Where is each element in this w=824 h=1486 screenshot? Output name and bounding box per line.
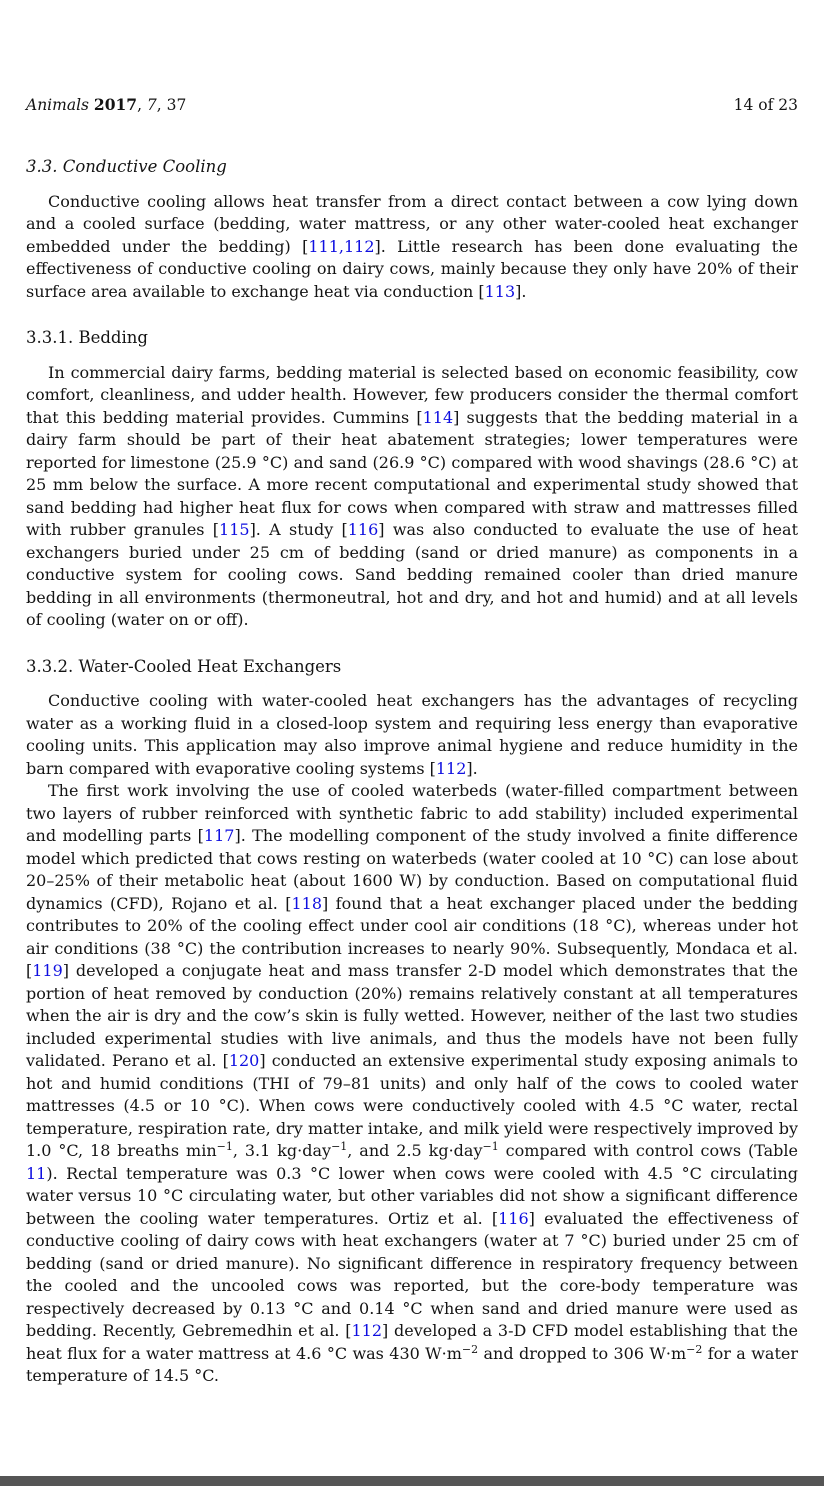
body-paragraph: In commercial dairy farms, bedding material is selected based on economic feasibility, cow comfort, cleanliness, and udder health. However, few producers consider the thermal comfort that this bedding material provides. Cummins [114] suggests that the bedding material in a dairy farm should be part of their heat abatement strategies; lower temperatures were reported for limestone (25.9 °C) and sand (26.9 °C) compared with wood shavings (28.6 °C) at 25 mm below the surface. A more recent computational and experimental study showed that sand bedding had higher heat flux for cows when compared with straw and mattresses filled with rubber granules [115]. A study [116] was also conducted to evaluate the use of heat exchangers buried under 25 cm of bedding (sand or dried manure) as components in a conductive system for cooling cows. Sand bedding remained cooler than dried manure bedding in all environments (thermoneutral, hot and dry, and hot and humid) and at all levels of cooling (water on or off). [26, 362, 799, 629]
superscript: −2 [686, 1342, 703, 1356]
superscript: −1 [216, 1140, 233, 1153]
citation-link[interactable]: 111,112 [308, 236, 375, 256]
citation-link[interactable]: 119 [32, 961, 63, 980]
body-paragraph: Conductive cooling with water-cooled heat exchangers has the advantages of recycling water as a working fluid in a closed-loop system and requiring less energy than evaporative cooling units. This application may also improve animal hygiene and reduce humidity in the barn compared with evaporative cooling systems [112]. [26, 691, 798, 778]
superscript: −1 [331, 1140, 348, 1153]
citation-link[interactable]: 117 [203, 826, 235, 845]
citation-link[interactable]: 115 [219, 520, 250, 539]
body-paragraph: Conductive cooling allows heat transfer from a direct contact between a cow lying down and a cooled surface (bedding, water mattress, or any other water-cooled heat exchanger embedded under the bedding) [111,112]. Little research has been done evaluating the effectiveness of conductive cooling on dairy cows, mainly because they only have 20% of their surface area available to exchange heat via conduction [113]. [26, 191, 799, 301]
footer-bar [0, 1476, 824, 1486]
body-paragraph: The first work involving the use of cooled waterbeds (water-filled compartment between two layers of rubber reinforced with synthetic fabric to add stability) included experimental and modelling parts [117]. The modelling component of the study involved a finite difference model which predicted that cows resting on waterbeds (water cooled at 10 °C) can lose about 20–25% of their metabolic heat (about 1600 W) by conduction. Based on computational fluid dynamics (CFD), Rojano et al. [118] found that a heat exchanger placed under the bedding contributes to 20% of the cooling effect under cool air conditions (18 °C), whereas under hot air conditions (38 °C) the contribution increases to nearly 90%. Subsequently, Mondaca et al. [119] developed a conjugate heat and mass transfer 2-D model which demonstrates that the portion of heat removed by conduction (20%) remains relatively constant at all temperatures when the air is dry and the cow’s skin is fully wetted. However, neither of the last two studies included experimental studies with live animals, and thus the models have not been fully validated. Perano et al. [120] conducted an extensive experimental study exposing animals to hot and humid conditions (THI of 79–81 units) and only half of the cows to cooled water mattresses (4.5 or 10 °C). When cows were conductively cooled with 4.5 °C water, rectal temperature, respiration rate, dry matter intake, and milk yield were respectively improved by 1.0 °C, 18 breaths $\min^{-1}$, 3.1 kg·day$^{-1}$, and 2.5 kg·day$^{-1}$ compared with control cows (Table 11). Rectal temperature was 0.3 °C lower when cows were cooled with 4.5 °C circulating water versus 10 °C circulating water, but other variables did not show a significant difference between the cooling water temperatures. Ortiz et al. [116] evaluated the effectiveness of conductive cooling of dairy cows with heat exchangers (water at 7 °C) buried under 25 cm of bedding (sand or dried manure). No significant difference in respiratory frequency between the cooled and the uncooled cows was reported, but the core-body temperature was respectively decreased by 0.13 °C and 0.14 °C when sand and dried manure were used as bedding. Recently, Gebremedhin et al. [112] developed a 3-D CFD model establishing that the heat flux for a water mattress at 4.6 °C was 430 $W\cdot m^{-2}$ and dropped to 306 $W\cdot m^{-2}$ for a water temperature of 14.5 °C. [26, 781, 799, 1385]
running-head [26, 97, 798, 113]
citation-link[interactable]: 112 [435, 758, 467, 778]
superscript: −2 [461, 1342, 479, 1356]
journal-year: 2017 [93, 95, 138, 114]
section-heading: 3.3.2. Water-Cooled Heat Exchangers [26, 656, 342, 676]
citation-link[interactable]: 116 [498, 1208, 529, 1228]
citation-link[interactable]: 11 [26, 1163, 47, 1183]
citation-link[interactable]: 116 [347, 520, 379, 539]
superscript: −1 [482, 1140, 499, 1153]
section-heading: 3.3.1. Bedding [26, 328, 148, 347]
section-heading: 3.3. Conductive Cooling [26, 157, 227, 176]
journal-citation [26, 97, 186, 113]
journal-sep1: , [137, 96, 147, 114]
journal-name: Animals [26, 96, 89, 114]
citation-link[interactable]: 112 [351, 1321, 383, 1340]
page-number: 14 of 23 [733, 96, 798, 114]
page-body [26, 156, 798, 1388]
citation-link[interactable]: 113 [484, 281, 516, 301]
journal-volume: 7 [146, 96, 157, 114]
citation-link[interactable]: 120 [228, 1051, 260, 1070]
citation-link[interactable]: 114 [422, 407, 454, 427]
journal-sep2: , 37 [156, 96, 187, 114]
citation-link[interactable]: 118 [291, 893, 322, 913]
